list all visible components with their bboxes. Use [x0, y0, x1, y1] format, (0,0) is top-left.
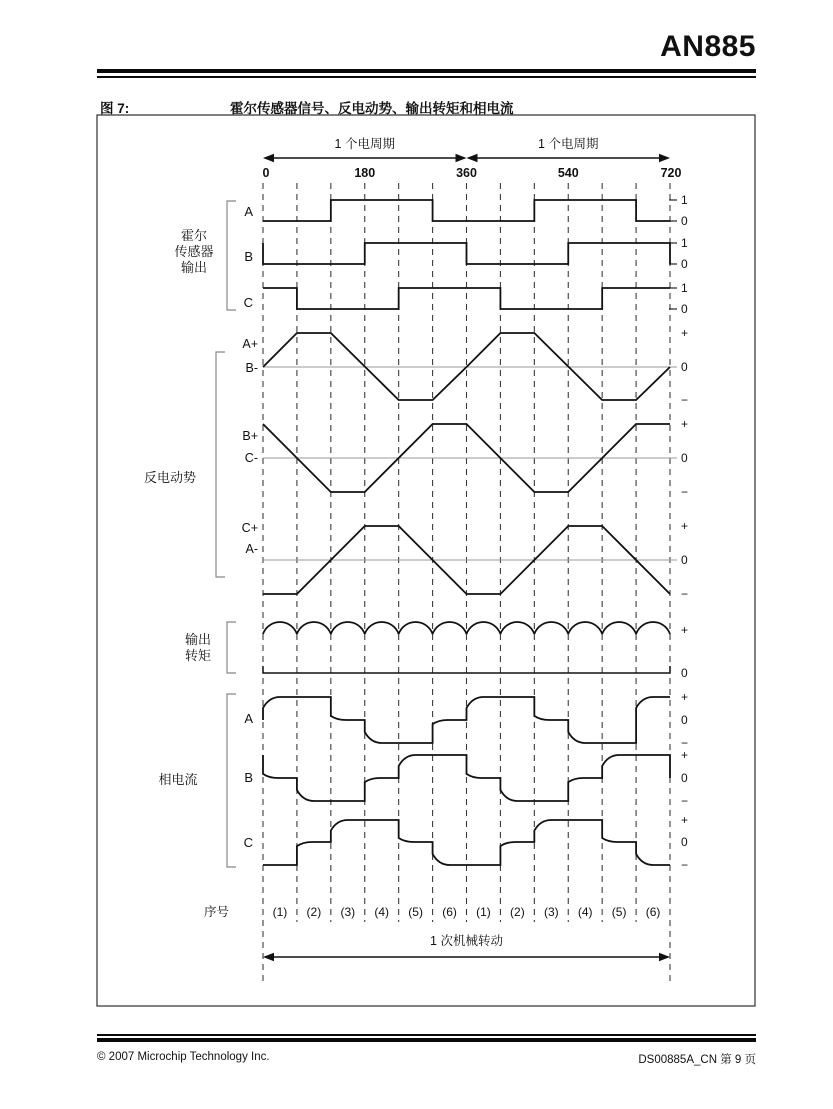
current-level-label: +: [681, 813, 689, 827]
current-level-label: +: [681, 748, 689, 762]
cycle-arrow-0-head-left: [263, 154, 274, 163]
hall-group-label-line: 传感器: [174, 244, 214, 259]
cycle-arrow-1-head-left: [467, 154, 478, 163]
current-level-label: 0: [681, 835, 688, 849]
axis-tick-720: 720: [660, 166, 682, 180]
current-group-bracket: [227, 694, 236, 867]
torque-level-label: +: [681, 623, 689, 637]
current-level-label: −: [681, 736, 689, 750]
sequence-step-label: (6): [645, 905, 661, 919]
current-level-label: −: [681, 794, 689, 808]
current-group-label: 相电流: [158, 772, 198, 787]
hall-level-label: 0: [681, 257, 688, 271]
bemf-group-label: 反电动势: [143, 470, 197, 485]
hall-group-label-line: 霍尔: [180, 228, 208, 243]
bemf-group-bracket: [216, 352, 225, 577]
hall-trace-label-B: B: [244, 249, 253, 264]
bemf-pair-label: A+: [242, 337, 258, 351]
cycle-arrow-label: 1 个电周期: [334, 137, 395, 151]
hall-level-label: 1: [681, 281, 688, 295]
current-level-label: −: [681, 858, 689, 872]
hall-level-label: 0: [681, 214, 688, 228]
hall-trace-label-C: C: [243, 295, 253, 310]
doc-title: AN885: [660, 30, 756, 63]
torque-level-label: 0: [681, 666, 688, 680]
current-trace-label-C: C: [243, 835, 253, 850]
figure-title: 霍尔传感器信号、反电动势、输出转矩和相电流: [230, 101, 514, 116]
current-level-label: 0: [681, 771, 688, 785]
sequence-step-label: (3): [340, 905, 356, 919]
sequence-row-label: 序号: [203, 905, 229, 919]
bemf-level-label: +: [681, 519, 689, 533]
bemf-level-label: 0: [681, 553, 688, 567]
cycle-arrow-label: 1 个电周期: [538, 137, 599, 151]
hall-group-bracket: [227, 201, 236, 310]
mech-rotation-label: 1 次机械转动: [430, 934, 503, 948]
footer-copyright: © 2007 Microchip Technology Inc.: [97, 1051, 270, 1063]
sequence-step-label: (5): [408, 905, 423, 919]
current-trace-label-B: B: [244, 770, 253, 785]
figure-number: 图 7:: [100, 101, 130, 116]
axis-tick-180: 180: [354, 166, 376, 180]
mech-rotation-arrow-head-left: [263, 953, 274, 962]
hall-level-label: 1: [681, 193, 688, 207]
sequence-step-label: (3): [543, 905, 559, 919]
footer-rule-thick: [97, 1038, 756, 1042]
axis-tick-540: 540: [557, 166, 579, 180]
sequence-step-label: (6): [442, 905, 457, 919]
bemf-pair-label: C+: [241, 521, 258, 535]
torque-group-label-line: 转矩: [184, 648, 212, 663]
bemf-level-label: 0: [681, 360, 688, 374]
hall-level-label: 0: [681, 302, 688, 316]
bemf-pair-label: C-: [244, 451, 258, 465]
current-level-label: 0: [681, 713, 688, 727]
hall-trace-B: [263, 243, 670, 264]
cycle-arrow-0-head-right: [456, 154, 467, 163]
current-trace-label-A: A: [244, 711, 253, 726]
torque-group-label-line: 输出: [184, 632, 212, 647]
bemf-level-label: 0: [681, 451, 688, 465]
mech-rotation-arrow-head-right: [659, 953, 670, 962]
hall-trace-label-A: A: [244, 204, 253, 219]
hall-group-label-line: 输出: [180, 260, 208, 275]
sequence-step-label: (4): [374, 905, 390, 919]
footer-rule-thin: [97, 1034, 756, 1036]
sequence-step-label: (5): [611, 905, 627, 919]
bemf-pair-label: B+: [242, 429, 258, 443]
bemf-level-label: +: [681, 326, 689, 340]
cycle-arrow-1-head-right: [659, 154, 670, 163]
hall-level-label: 1: [681, 236, 688, 250]
axis-tick-360: 360: [456, 166, 477, 180]
sequence-step-label: (1): [272, 905, 288, 919]
bemf-level-label: −: [681, 393, 689, 407]
sequence-step-label: (2): [306, 905, 322, 919]
bemf-level-label: −: [681, 485, 689, 499]
bemf-pair-label: A-: [245, 542, 258, 556]
bemf-pair-label: B-: [245, 361, 258, 375]
axis-tick-0: 0: [262, 166, 270, 180]
sequence-step-label: (1): [476, 905, 491, 919]
footer-doc-number: DS00885A_CN 第 9 页: [638, 1054, 756, 1066]
sequence-step-label: (2): [510, 905, 525, 919]
bemf-level-label: +: [681, 417, 689, 431]
sequence-step-label: (4): [577, 905, 593, 919]
torque-group-bracket: [227, 622, 236, 673]
bemf-level-label: −: [681, 587, 689, 601]
current-level-label: +: [681, 690, 689, 704]
